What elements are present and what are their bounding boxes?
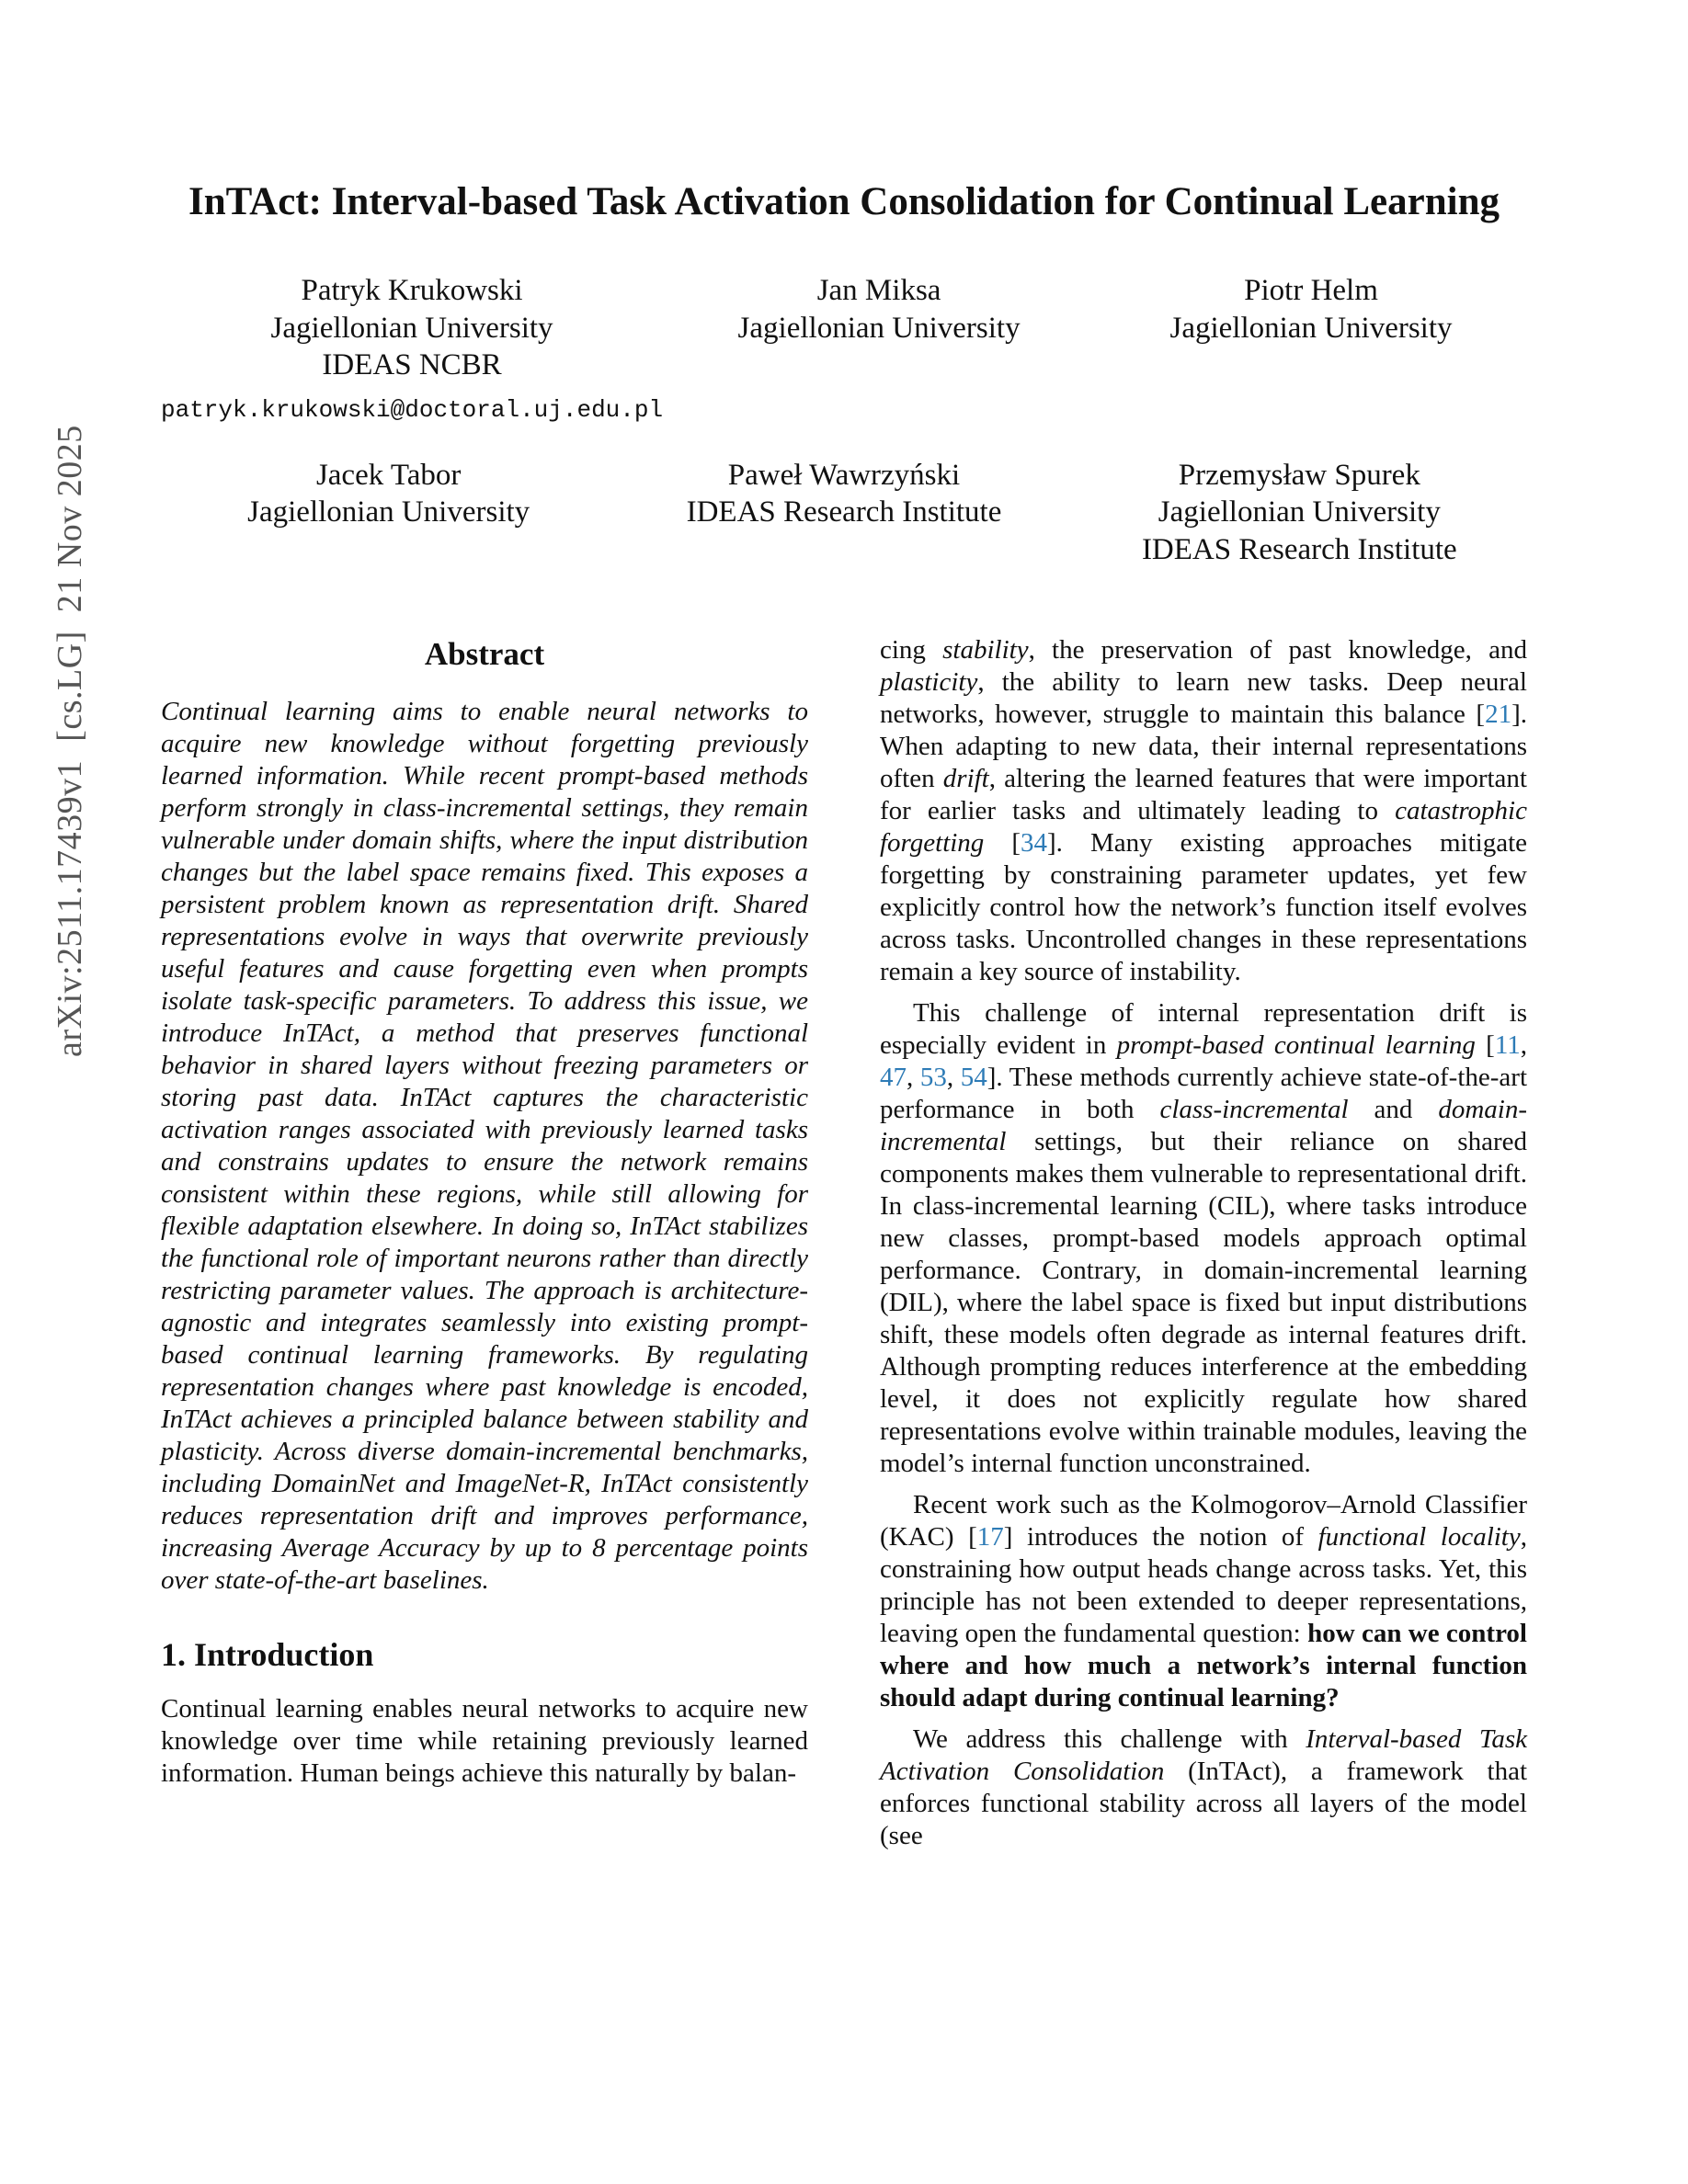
- citation-link[interactable]: 21: [1485, 699, 1512, 729]
- text-span: , the ability to learn new tasks. Deep neural networks, however, struggle to maintain this balance [: [880, 666, 1527, 729]
- section-heading-introduction: 1. Introduction: [161, 1635, 374, 1673]
- body-paragraph: [880, 997, 1527, 1480]
- text-span: We address this challenge with: [913, 1723, 1306, 1754]
- author-block: [161, 457, 616, 568]
- author-name: Przemysław Spurek: [1178, 459, 1420, 493]
- text-span: ]. Many existing approaches mitigate forgetting by constraining parameter updates, yet few explicitly control how the network’s function itself evolves across tasks. Uncontrolled changes in these representations remain a key source of instability.: [880, 827, 1527, 986]
- text-span: prompt-based continual learning: [1116, 1029, 1476, 1060]
- author-affiliation: IDEAS Research Institute: [1141, 532, 1457, 566]
- text-span: (InTAct), a framework that enforces functional stability across all layers of the model (see: [880, 1756, 1527, 1850]
- abstract-heading: Abstract: [424, 635, 545, 672]
- citation-link[interactable]: 17: [976, 1521, 1004, 1552]
- text-span: plasticity: [880, 666, 978, 697]
- author-block: [616, 457, 1071, 568]
- two-column-body: [161, 634, 1527, 1852]
- author-affiliation: Jagiellonian University: [270, 311, 553, 345]
- body-paragraph: [880, 1723, 1527, 1852]
- left-column: [161, 634, 808, 1790]
- body-paragraph: [880, 1489, 1527, 1714]
- text-span: [: [1475, 1029, 1495, 1060]
- author-name: Jacek Tabor: [315, 459, 462, 493]
- text-span: cing: [880, 634, 943, 665]
- text-span: drift: [942, 763, 989, 793]
- text-span: Recent work such as the Kolmogorov–Arnold Classifier (KAC) [: [880, 1489, 1527, 1552]
- text-span: ]. These methods currently achieve state-of-the-art performance in both: [880, 1062, 1528, 1124]
- text-span: [: [984, 827, 1021, 858]
- author-affiliation: Jagiellonian University: [1169, 311, 1453, 345]
- text-span: functional locality: [1317, 1521, 1521, 1552]
- text-span: ,: [1520, 1029, 1527, 1060]
- author-block: [663, 272, 1095, 424]
- citation-link[interactable]: 34: [1021, 827, 1048, 858]
- author-email: patryk.krukowski@doctoral.uj.edu.pl: [161, 396, 664, 425]
- authors-row-2: [161, 457, 1527, 568]
- citation-link[interactable]: 53: [919, 1062, 947, 1092]
- author-name: Patryk Krukowski: [301, 274, 523, 308]
- author-affiliation: IDEAS Research Institute: [686, 495, 1002, 529]
- author-name: Paweł Wawrzyński: [727, 459, 961, 493]
- text-span: Interval-based Task Activation Consolidation: [880, 1723, 1527, 1786]
- text-span: This challenge of internal representation drift is especially evident in: [880, 997, 1527, 1060]
- citation-link[interactable]: 11: [1494, 1029, 1521, 1060]
- author-block: [1072, 457, 1527, 568]
- author-block: [161, 272, 663, 424]
- text-span: , altering the learned features that were important for earlier tasks and ultimately leading to: [880, 763, 1527, 825]
- author-affiliation: IDEAS NCBR: [322, 347, 502, 381]
- author-name: Jan Miksa: [816, 274, 941, 308]
- text-span: how can we control where and how much a network’s internal function should adapt during continual learning?: [880, 1618, 1527, 1712]
- citation-link[interactable]: 47: [880, 1062, 907, 1092]
- right-column: [880, 634, 1527, 1852]
- authors-row-1: [161, 272, 1527, 424]
- text-span: stability: [942, 634, 1029, 665]
- text-span: ]. When adapting to new data, their internal representations often: [880, 699, 1527, 793]
- citation-link[interactable]: 54: [960, 1062, 987, 1092]
- text-span: class-incremental: [1159, 1094, 1349, 1124]
- text-span: ] introduces the notion of: [1003, 1521, 1318, 1552]
- text-span: domain-incremental: [880, 1094, 1527, 1156]
- author-block: [1095, 272, 1527, 424]
- text-span: , constraining how output heads change across tasks. Yet, this principle has not been extended to deeper representations, leaving open the fundamental question:: [880, 1521, 1527, 1648]
- abstract-text: Continual learning aims to enable neural networks to acquire new knowledge without forgetting previously learned information. While recent prompt-based methods perform strongly in class-incremental settings, they remain vulnerable under domain shifts, where the input distribution changes but the label space remains fixed. This exposes a persistent problem known as representation drift. Shared representations evolve in ways that overwrite previously useful features and cause forgetting even when prompts isolate task-specific parameters. To address this issue, we introduce InTAct, a method that preserves functional behavior in shared layers without freezing parameters or storing past data. InTAct captures the characteristic activation ranges associated with previously learned tasks and constrains updates to ensure the network remains consistent within these regions, while still allowing for flexible adaptation elsewhere. In doing so, InTAct stabilizes the functional role of important neurons rather than directly restricting parameter values. The approach is architecture-agnostic and integrates seamlessly into existing prompt-based continual learning frameworks. By regulating representation changes where past knowledge is encoded, InTAct achieves a principled balance between stability and plasticity. Across diverse domain-incremental benchmarks, including DomainNet and ImageNet-R, InTAct consistently reduces representation drift and improves performance, increasing Average Accuracy by up to 8 percentage points over state-of-the-art baselines.: [161, 696, 808, 1595]
- body-paragraph: [880, 634, 1527, 988]
- text-span: catastrophic forgetting: [880, 795, 1527, 858]
- paper-title: InTAct: Interval-based Task Activation Consolidation for Continual Learning: [188, 180, 1500, 223]
- text-span: and: [1348, 1094, 1439, 1124]
- author-affiliation: Jagiellonian University: [737, 311, 1021, 345]
- author-name: Piotr Helm: [1244, 274, 1378, 308]
- text-span: ,: [907, 1062, 920, 1092]
- text-span: settings, but their reliance on shared components makes them vulnerable to representational drift. In class-incremental learning (CIL), where tasks introduce new classes, prompt-based models approach optimal performance. Contrary, in domain-incremental learning (DIL), where the label space is fixed but input distributions shift, these models often degrade as internal features drift. Although prompting reduces interference at the embedding level, it does not explicitly regulate how shared representations evolve within trainable modules, leaving the model’s internal function unconstrained.: [880, 1126, 1527, 1478]
- author-affiliation: Jagiellonian University: [247, 495, 530, 529]
- author-affiliation: Jagiellonian University: [1158, 495, 1441, 529]
- text-span: ,: [946, 1062, 961, 1092]
- arxiv-watermark: arXiv:2511.17439v1 [cs.LG] 21 Nov 2025: [51, 425, 89, 1057]
- intro-paragraph: Continual learning enables neural networks to acquire new knowledge over time while retaining previously learned information. Human beings achieve this naturally by balan-: [161, 1693, 808, 1788]
- text-span: , the preservation of past knowledge, and: [1028, 634, 1527, 665]
